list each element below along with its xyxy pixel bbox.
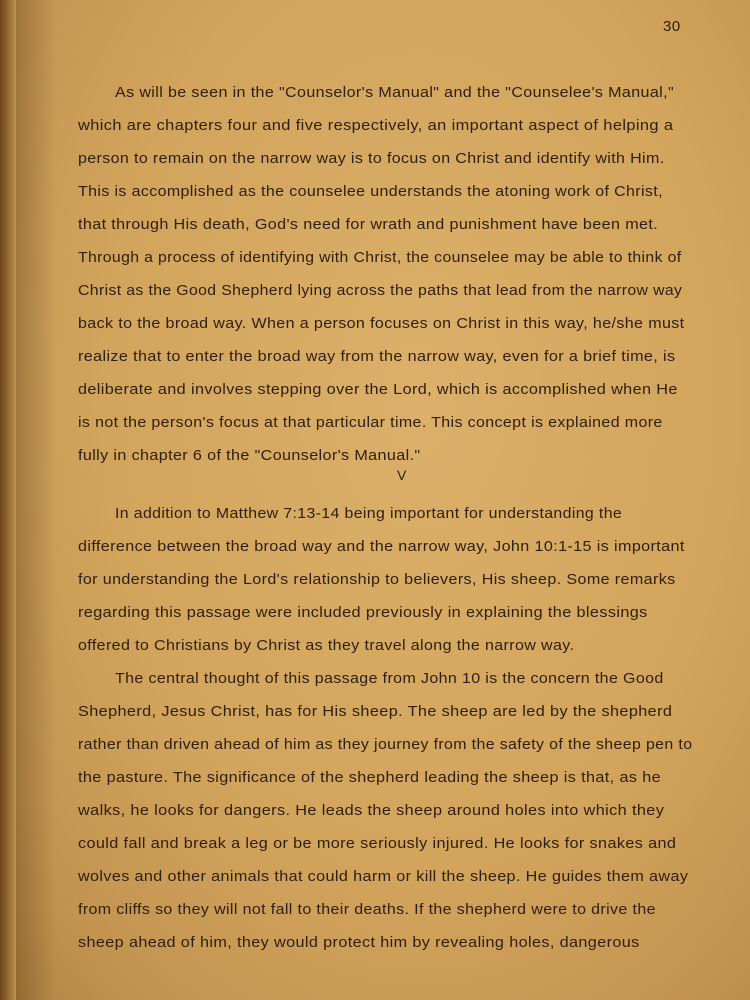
text-line: deliberate and involves stepping over the Lord, which is accomplished when He bbox=[78, 381, 678, 398]
text-line: fully in chapter 6 of the "Counselor's Manual." bbox=[78, 447, 421, 464]
text-line: person to remain on the narrow way is to focus on Christ and identify with Him. bbox=[78, 150, 665, 167]
text-line: which are chapters four and five respectively, an important aspect of helping a bbox=[78, 117, 674, 134]
section-marker: V bbox=[397, 467, 407, 483]
text-line: difference between the broad way and the narrow way, John 10:1-15 is important bbox=[78, 538, 685, 555]
text-line: regarding this passage were included previously in explaining the blessings bbox=[78, 604, 648, 621]
book-spine bbox=[0, 0, 16, 1000]
text-line: Christ as the Good Shepherd lying across the paths that lead from the narrow way bbox=[78, 282, 683, 299]
text-line: In addition to Matthew 7:13-14 being important for understanding the bbox=[115, 505, 623, 522]
text-line: realize that to enter the broad way from the narrow way, even for a brief time, is bbox=[78, 348, 676, 365]
text-line: wolves and other animals that could harm or kill the sheep. He guides them away bbox=[78, 868, 689, 885]
text-line: As will be seen in the "Counselor's Manual" and the "Counselee's Manual," bbox=[115, 84, 675, 101]
text-line: walks, he looks for dangers. He leads the sheep around holes into which they bbox=[78, 802, 665, 819]
text-line: This is accomplished as the counselee understands the atoning work of Christ, bbox=[78, 183, 663, 200]
text-line: sheep ahead of him, they would protect him by revealing holes, dangerous bbox=[78, 934, 640, 951]
text-line: rather than driven ahead of him as they journey from the safety of the sheep pen to bbox=[78, 736, 693, 753]
text-line: the pasture. The significance of the shepherd leading the sheep is that, as he bbox=[78, 769, 662, 786]
text-line: Shepherd, Jesus Christ, has for His sheep. The sheep are led by the shepherd bbox=[78, 703, 673, 720]
text-line: The central thought of this passage from John 10 is the concern the Good bbox=[115, 670, 664, 687]
text-line: could fall and break a leg or be more seriously injured. He looks for snakes and bbox=[78, 835, 677, 852]
text-line: is not the person's focus at that particular time. This concept is explained more bbox=[78, 414, 663, 431]
text-line: for understanding the Lord's relationship to believers, His sheep. Some remarks bbox=[78, 571, 676, 588]
text-line: that through His death, God's need for wrath and punishment have been met. bbox=[78, 216, 659, 233]
text-line: offered to Christians by Christ as they travel along the narrow way. bbox=[78, 637, 575, 654]
text-line: Through a process of identifying with Christ, the counselee may be able to think of bbox=[78, 249, 682, 266]
text-line: from cliffs so they will not fall to their deaths. If the shepherd were to drive the bbox=[78, 901, 656, 918]
text-line: back to the broad way. When a person focuses on Christ in this way, he/she must bbox=[78, 315, 685, 332]
page-number: 30 bbox=[663, 18, 681, 35]
